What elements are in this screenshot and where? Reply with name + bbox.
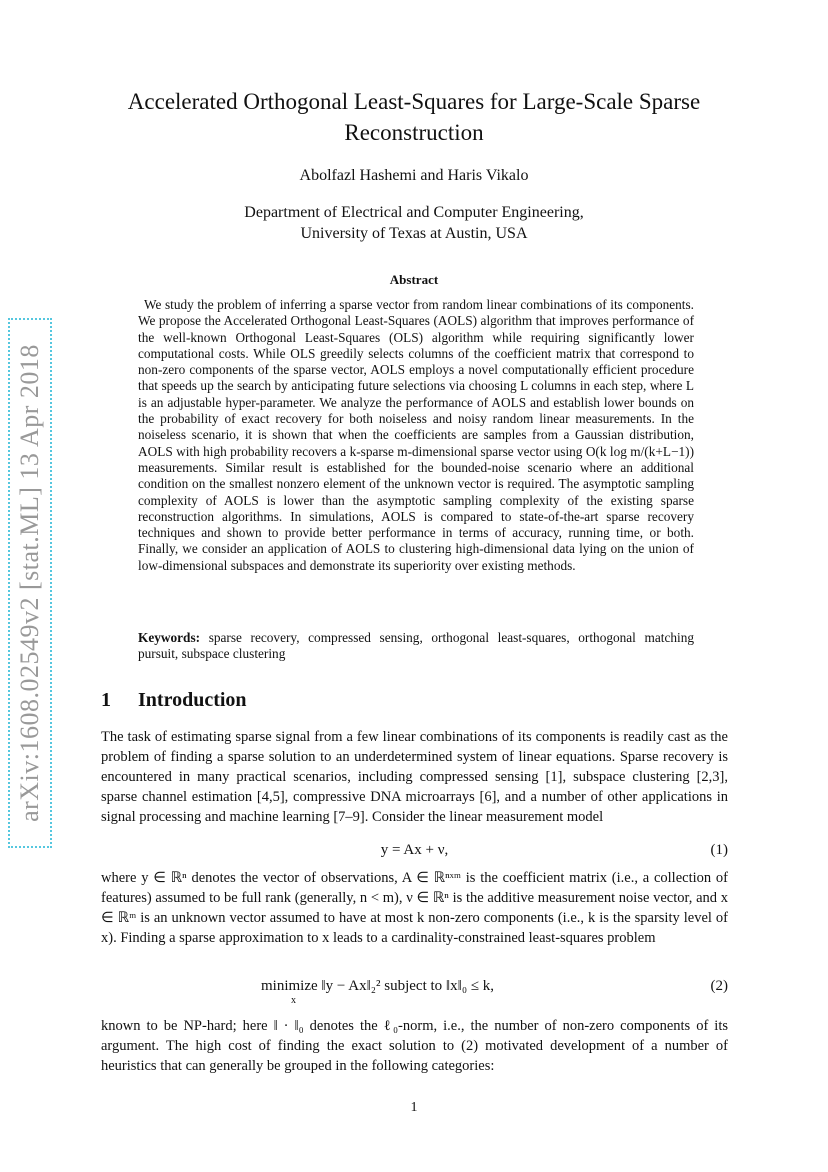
authors: Abolfazl Hashemi and Haris Vikalo (299, 167, 529, 184)
keywords-text: sparse recovery, compressed sensing, orthogonal least-squares, orthogonal matching pursuit, subspace clustering (138, 630, 694, 662)
equation-2-subscript: x (291, 995, 296, 1006)
intro-paragraph-3: known to be NP-hard; here ‖ · ‖₀ denotes the ℓ₀-norm, i.e., the number of non-zero components of its argument. The high cost of finding the exact solution to (2) motivated development of a number of heuristics that can generally be grouped in the following categories: (101, 1018, 728, 1074)
arxiv-id: arXiv:1608.02549v2 [stat.ML] 13 Apr 2018 (15, 344, 44, 822)
equation-2-tag: (2) (710, 978, 728, 994)
section-number: 1 (101, 689, 111, 711)
arxiv-stamp (8, 318, 52, 848)
page-number: 1 (410, 1100, 418, 1115)
intro-paragraph-1: The task of estimating sparse signal from a few linear combinations of its components is readily cast as the problem of finding a sparse solution to an underdetermined system of linear equations. Sparse recovery is encountered in many practical scenarios, including compressed sensing [1], subspace clustering [2,3], sparse channel estimation [4,5], compressive DNA microarrays [6], and a number of other applications in signal processing and machine learning [7–9]. Consider the linear measurement model (101, 729, 728, 825)
affiliation (0, 202, 828, 244)
keywords (138, 630, 694, 663)
section-heading (101, 689, 247, 712)
intro-paragraph-2: where y ∈ ℝⁿ denotes the vector of observations, A ∈ ℝⁿˣᵐ is the coefficient matrix (i.e., a collection of features) assumed to be full rank (generally, n < m), ν ∈ ℝⁿ is the additive measurement noise vector, and x ∈ ℝᵐ is an unknown vector assumed to have at most k non-zero components (i.e., k is the sparsity level of x). Finding a sparse approximation to x leads to a cardinality-constrained least-squares problem (101, 870, 728, 946)
equation-1-body: y = Ax + ν, (380, 842, 449, 858)
paper-title: Accelerated Orthogonal Least-Squares for Large-Scale Sparse Reconstruction (127, 89, 701, 145)
equation-2-body: minimize ‖y − Ax‖₂² subject to ‖x‖₀ ≤ k, (261, 978, 495, 994)
section-title: Introduction (138, 689, 247, 711)
affiliation-line-1: Department of Electrical and Computer Engineering, (244, 204, 584, 221)
keywords-label: Keywords: (138, 630, 201, 645)
abstract-heading: Abstract (389, 272, 439, 287)
abstract-text: We study the problem of inferring a sparse vector from random linear combinations of its components. We propose the Accelerated Orthogonal Least-Squares (AOLS) algorithm that improves performance of the well-known Orthogonal Least-Squares (OLS) algorithm while requiring significantly lower computational costs. While OLS greedily selects columns of the coefficient matrix that correspond to non-zero components of the sparse vector, AOLS employs a novel computationally efficient procedure that speeds up the search by anticipating future selections via choosing L columns in each step, where L is an adjustable hyper-parameter. We analyze the performance of AOLS and establish lower bounds on the probability of exact recovery for both noiseless and noisy random linear measurements. In the noiseless scenario, it is shown that when the coefficients are samples from a Gaussian distribution, AOLS with high probability recovers a k-sparse m-dimensional sparse vector using O(k log m/(k+L−1)) measurements. Similar result is established for the bounded-noise scenario where an additional condition on the smallest nonzero element of the unknown vector is required. The asymptotic sampling complexity of AOLS is lower than the asymptotic sampling complexity of the existing sparse reconstruction algorithms. In simulations, AOLS is compared to state-of-the-art sparse recovery techniques and shown to provide better performance in terms of accuracy, running time, or both. Finally, we consider an application of AOLS to clustering high-dimensional data lying on the union of low-dimensional subspaces and demonstrate its superiority over existing methods. (138, 297, 694, 573)
equation-1-tag: (1) (710, 842, 728, 858)
affiliation-line-2: University of Texas at Austin, USA (300, 225, 528, 242)
